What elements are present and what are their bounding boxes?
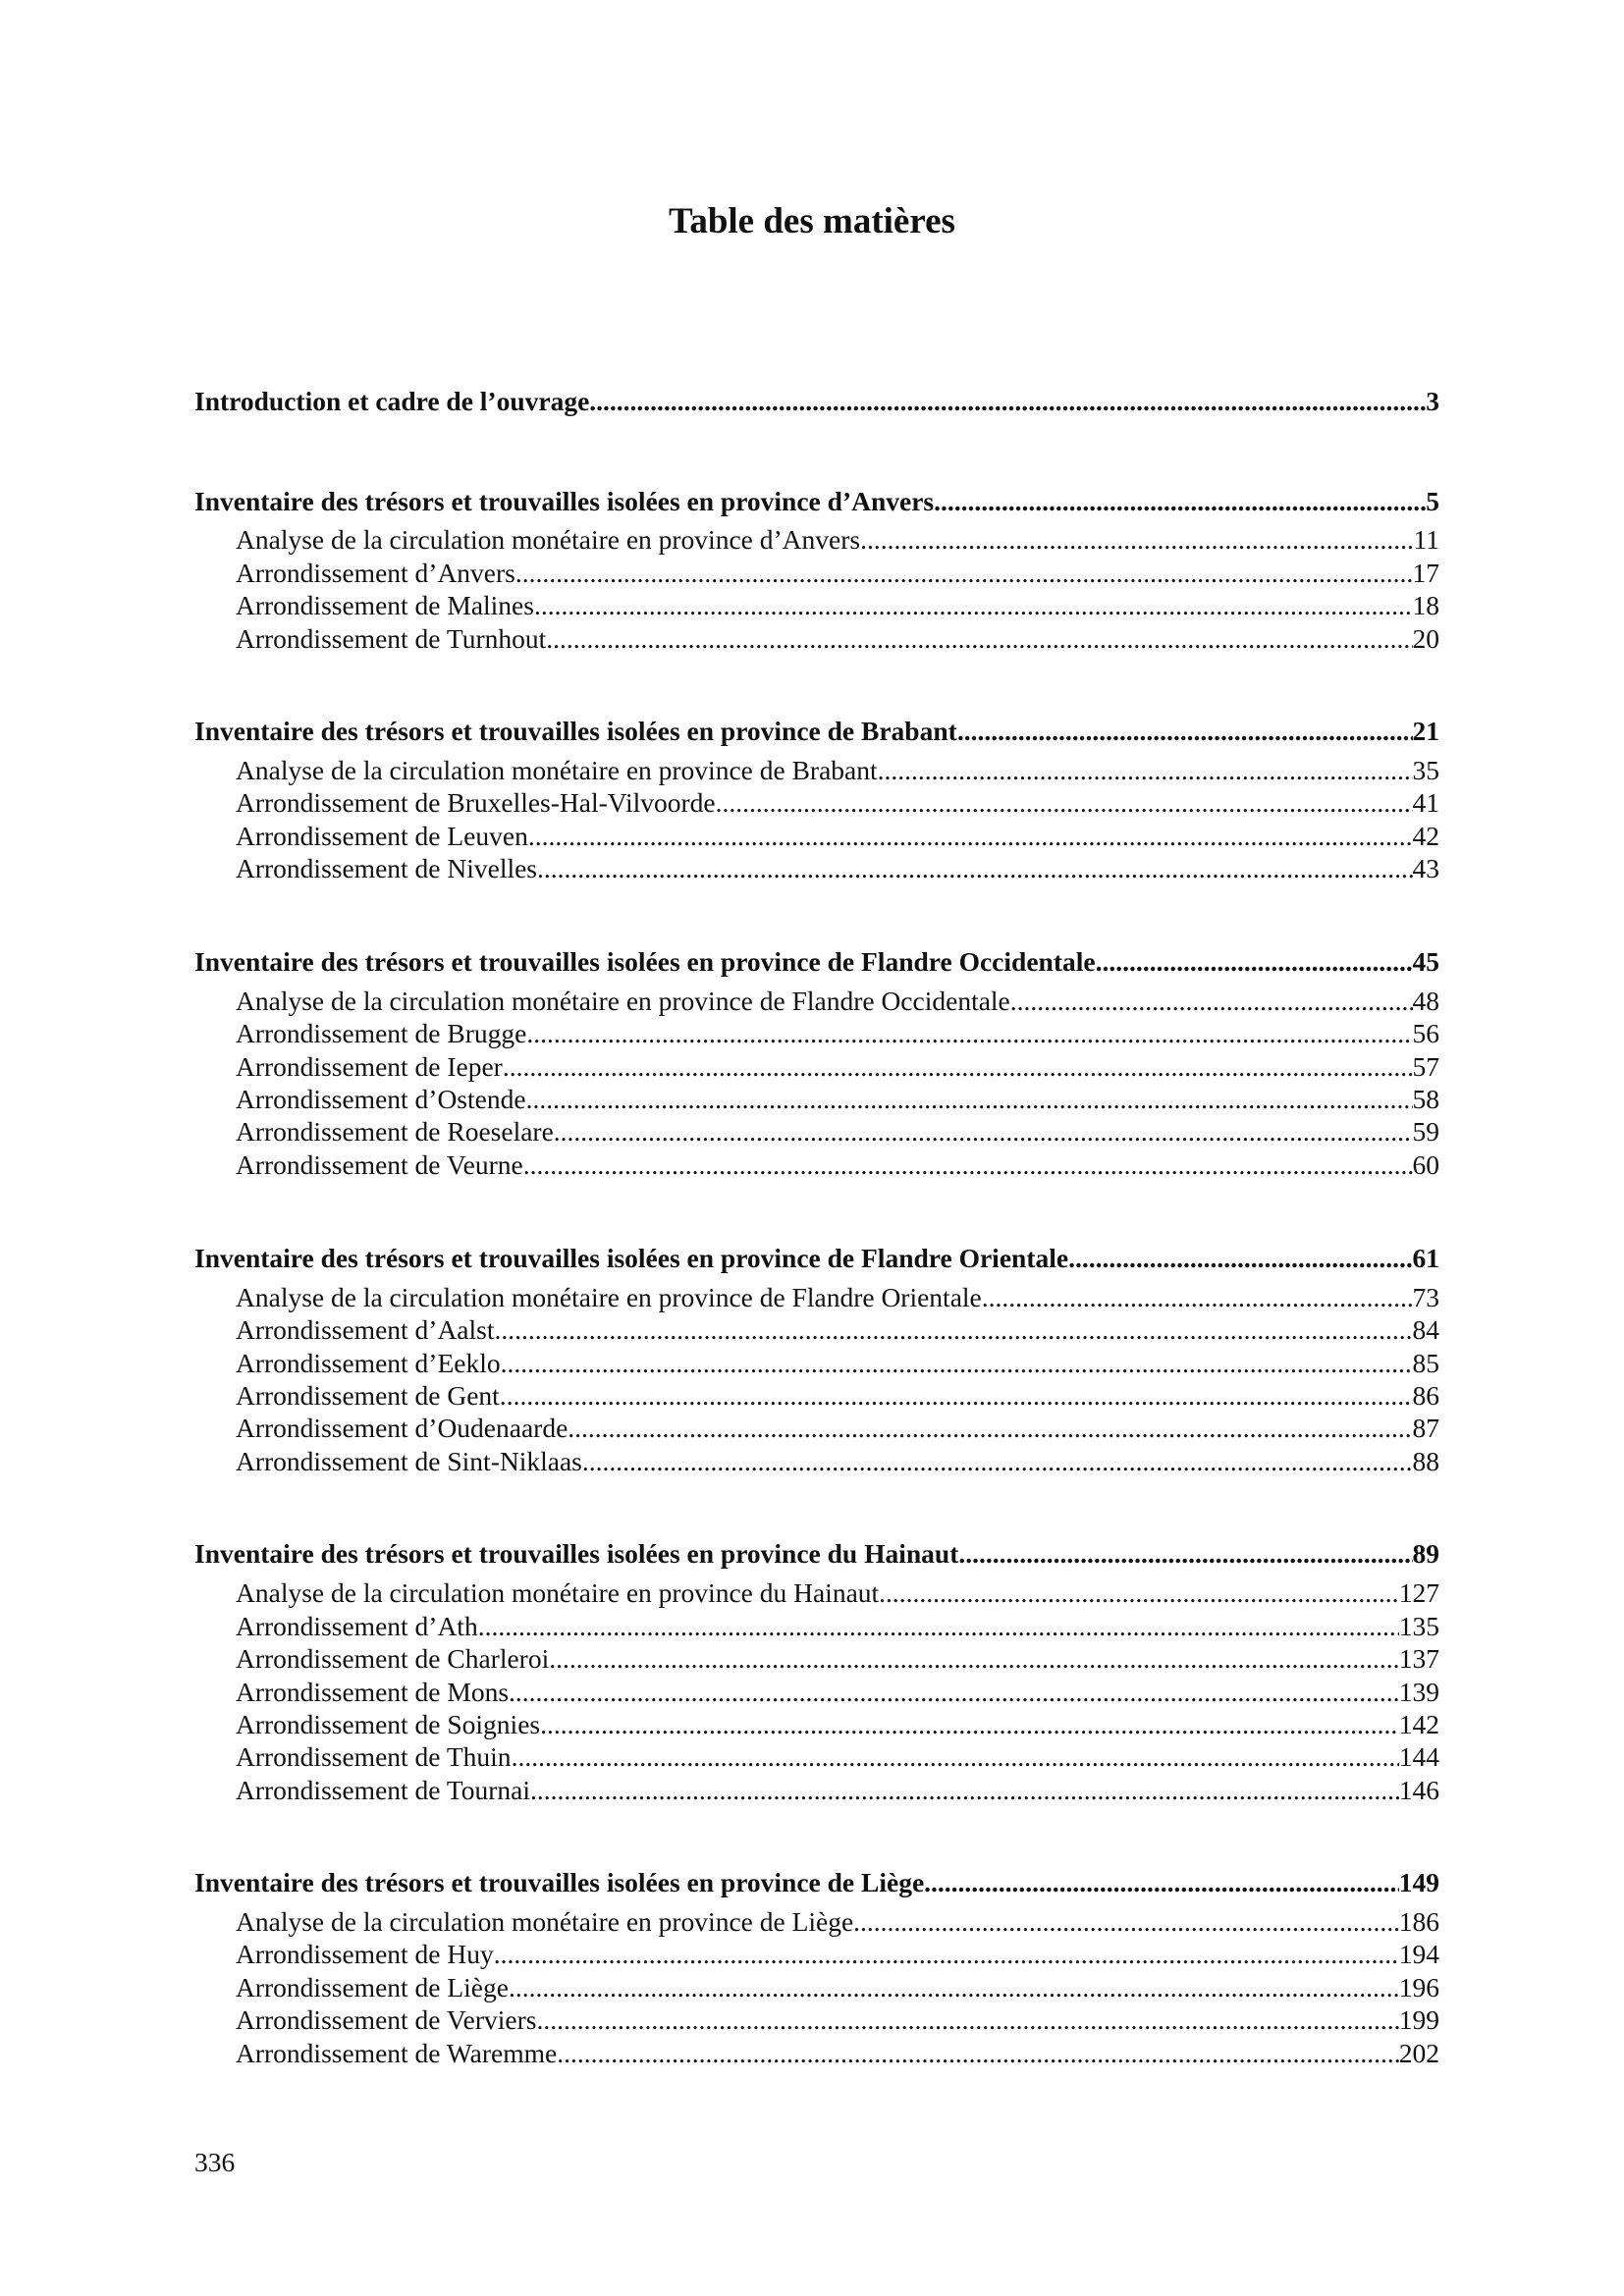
toc-entry-page: 5: [1426, 486, 1439, 516]
toc-item[interactable]: [236, 1083, 1439, 1116]
toc-item[interactable]: [236, 1313, 1439, 1347]
toc-entry-page: 137: [1398, 1643, 1439, 1674]
dot-leader: [537, 2003, 1399, 2037]
dot-leader: [860, 523, 1413, 557]
toc-entry-label: Arrondissement de Mons: [236, 1677, 510, 1707]
toc-entry-label: Arrondissement de Malines: [236, 590, 534, 620]
toc-item[interactable]: [236, 1576, 1439, 1610]
toc-item[interactable]: [236, 985, 1439, 1018]
toc-item[interactable]: [236, 1379, 1439, 1413]
toc-entry-page: 199: [1398, 2004, 1439, 2035]
dot-leader: [523, 1148, 1413, 1182]
dot-leader: [494, 1938, 1399, 1971]
toc-entry-page: 84: [1412, 1314, 1439, 1345]
dot-leader: [495, 1313, 1413, 1347]
toc-entry-page: 85: [1412, 1348, 1439, 1378]
toc-entry-page: 42: [1412, 821, 1439, 851]
dot-leader: [530, 1774, 1399, 1807]
toc-entry-label: Inventaire des trésors et trouvailles isolées en province du Hainaut: [194, 1538, 959, 1569]
dot-leader: [957, 715, 1413, 748]
toc-item[interactable]: [236, 1642, 1439, 1676]
toc-entry-page: 59: [1412, 1116, 1439, 1147]
toc-entry-label: Introduction et cadre de l’ouvrage: [194, 386, 590, 416]
toc-entry-label: Inventaire des trésors et trouvailles isolées en province de Brabant: [194, 716, 957, 746]
toc-entry-page: 89: [1412, 1538, 1439, 1569]
toc-item[interactable]: [236, 852, 1439, 885]
dot-leader: [934, 485, 1426, 518]
dot-leader: [515, 557, 1413, 590]
toc-item[interactable]: [236, 2037, 1439, 2070]
toc-item[interactable]: [236, 1708, 1439, 1741]
toc-entry-label: Arrondissement de Brugge: [236, 1018, 527, 1048]
dot-leader: [982, 1281, 1413, 1314]
toc-entry-page: 186: [1398, 1906, 1439, 1937]
dot-leader: [1096, 945, 1413, 979]
toc-entry-label: Analyse de la circulation monétaire en province du Hainaut: [236, 1577, 880, 1608]
toc-entry-page: 18: [1412, 590, 1439, 620]
toc-section-anvers[interactable]: [194, 485, 1439, 518]
toc-entry-label: Analyse de la circulation monétaire en province de Brabant: [236, 755, 878, 785]
toc-entry-label: Analyse de la circulation monétaire en province de Flandre Occidentale: [236, 986, 1010, 1016]
toc-entry-label: Arrondissement de Leuven: [236, 821, 528, 851]
toc-section-flandre-orientale[interactable]: [194, 1242, 1439, 1275]
toc-entry-page: 58: [1412, 1084, 1439, 1114]
toc-entry-label: Arrondissement de Huy: [236, 1939, 494, 1969]
toc-entry-page: 48: [1412, 986, 1439, 1016]
toc-entry-page: 87: [1412, 1413, 1439, 1443]
toc-entry-page: 86: [1412, 1380, 1439, 1411]
toc-section-introduction[interactable]: [194, 385, 1439, 418]
page-title: Table des matières: [669, 201, 955, 241]
toc-item[interactable]: [236, 1905, 1439, 1939]
toc-entry-page: 196: [1398, 1972, 1439, 2002]
toc-item[interactable]: [236, 1938, 1439, 1971]
toc-item[interactable]: [236, 820, 1439, 853]
toc-entry-page: 194: [1398, 1939, 1439, 1969]
toc-entry-label: Arrondissement de Nivelles: [236, 853, 538, 883]
toc-section-flandre-occidentale[interactable]: [194, 945, 1439, 979]
toc-item[interactable]: [236, 1774, 1439, 1807]
toc-entry-page: 11: [1413, 524, 1439, 555]
dot-leader: [500, 1379, 1413, 1413]
toc-item[interactable]: [236, 557, 1439, 590]
toc-entry-page: 127: [1398, 1577, 1439, 1608]
toc-entry-page: 17: [1412, 558, 1439, 588]
dot-leader: [958, 1537, 1412, 1571]
dot-leader: [554, 1115, 1413, 1148]
toc-entry-label: Arrondissement de Ieper: [236, 1051, 503, 1082]
toc-entry-label: Inventaire des trésors et trouvailles isolées en province de Liège: [194, 1867, 925, 1897]
toc-item[interactable]: [236, 2003, 1439, 2037]
toc-entry-label: Arrondissement de Liège: [236, 1972, 509, 2002]
page-number: 336: [194, 2147, 236, 2177]
dot-leader: [1068, 1242, 1412, 1275]
toc-item[interactable]: [236, 1740, 1439, 1774]
dot-leader: [557, 2037, 1399, 2070]
toc-section-brabant[interactable]: [194, 715, 1439, 748]
dot-leader: [853, 1905, 1399, 1939]
dot-leader: [503, 1050, 1413, 1084]
toc-entry-page: 146: [1398, 1775, 1439, 1805]
toc-entry-label: Arrondissement de Gent: [236, 1380, 500, 1411]
toc-item[interactable]: [236, 1050, 1439, 1084]
toc-entry-label: Arrondissement de Thuin: [236, 1741, 512, 1772]
toc-entry-label: Inventaire des trésors et trouvailles isolées en province d’Anvers: [194, 486, 935, 516]
toc-item[interactable]: [236, 1412, 1439, 1445]
toc-entry-label: Arrondissement de Sint-Niklaas: [236, 1446, 582, 1476]
dot-leader: [568, 1412, 1412, 1445]
toc-item[interactable]: [236, 1281, 1439, 1314]
toc-entry-label: Arrondissement de Waremme: [236, 2038, 558, 2068]
toc-entry-label: Arrondissement de Tournai: [236, 1775, 531, 1805]
toc-entry-label: Arrondissement de Veurne: [236, 1149, 523, 1180]
dot-leader: [546, 622, 1412, 656]
toc-entry-page: 139: [1398, 1677, 1439, 1707]
dot-leader: [878, 754, 1413, 787]
toc-entry-page: 60: [1412, 1149, 1439, 1180]
toc-entry-page: 35: [1412, 755, 1439, 785]
toc-entry-label: Arrondissement de Turnhout: [236, 623, 547, 654]
toc-item[interactable]: [236, 754, 1439, 787]
toc-item[interactable]: [236, 622, 1439, 656]
toc-entry-page: 135: [1398, 1611, 1439, 1641]
dot-leader: [528, 820, 1413, 853]
dot-leader: [501, 1347, 1413, 1380]
dot-leader: [512, 1740, 1399, 1774]
dot-leader: [526, 1017, 1412, 1050]
toc-item[interactable]: [236, 1610, 1439, 1643]
toc-item[interactable]: [236, 1347, 1439, 1380]
toc-entry-label: Arrondissement de Charleroi: [236, 1643, 550, 1674]
toc-entry-page: 3: [1426, 386, 1439, 416]
toc-entry-page: 144: [1398, 1741, 1439, 1772]
toc-section-liege[interactable]: [194, 1866, 1439, 1899]
toc-item[interactable]: [236, 1445, 1439, 1478]
dot-leader: [509, 1971, 1399, 2004]
dot-leader: [589, 385, 1426, 418]
dot-leader: [509, 1676, 1399, 1709]
dot-leader: [879, 1576, 1399, 1610]
dot-leader: [478, 1610, 1399, 1643]
toc-entry-label: Arrondissement d’Eeklo: [236, 1348, 501, 1378]
toc-entry-page: 56: [1412, 1018, 1439, 1048]
toc-item[interactable]: [236, 1148, 1439, 1182]
toc-entry-page: 21: [1412, 716, 1439, 746]
toc-item[interactable]: [236, 523, 1439, 557]
toc-entry-page: 41: [1412, 787, 1439, 818]
dot-leader: [540, 1708, 1399, 1741]
toc-entry-label: Arrondissement d’Ath: [236, 1611, 478, 1641]
dot-leader: [924, 1866, 1399, 1899]
dot-leader: [716, 786, 1413, 820]
dot-leader: [1010, 985, 1413, 1018]
toc-entry-label: Analyse de la circulation monétaire en province d’Anvers: [236, 524, 861, 555]
toc-entry-page: 149: [1398, 1867, 1439, 1897]
toc-entry-label: Arrondissement d’Anvers: [236, 558, 515, 588]
toc-entry-label: Arrondissement de Verviers: [236, 2004, 537, 2035]
toc-entry-label: Arrondissement d’Ostende: [236, 1084, 526, 1114]
toc-entry-page: 20: [1412, 623, 1439, 654]
toc-entry-page: 57: [1412, 1051, 1439, 1082]
toc-entry-page: 88: [1412, 1446, 1439, 1476]
toc-item[interactable]: [236, 786, 1439, 820]
toc-item[interactable]: [236, 1115, 1439, 1148]
toc-entry-page: 202: [1398, 2038, 1439, 2068]
toc-item[interactable]: [236, 1017, 1439, 1050]
dot-leader: [534, 589, 1413, 622]
toc-entry-label: Arrondissement de Soignies: [236, 1709, 541, 1739]
toc-entry-label: Arrondissement de Bruxelles-Hal-Vilvoorde: [236, 787, 716, 818]
toc-entry-label: Analyse de la circulation monétaire en province de Liège: [236, 1906, 854, 1937]
toc-entry-label: Arrondissement d’Aalst: [236, 1314, 495, 1345]
toc-entry-label: Arrondissement de Roeselare: [236, 1116, 554, 1147]
toc-entry-page: 73: [1412, 1282, 1439, 1312]
toc-entry-page: 45: [1412, 946, 1439, 977]
toc-entry-page: 43: [1412, 853, 1439, 883]
toc-item[interactable]: [236, 1971, 1439, 2004]
dot-leader: [537, 852, 1412, 885]
dot-leader: [549, 1642, 1399, 1676]
toc-section-hainaut[interactable]: [194, 1537, 1439, 1571]
toc-entry-page: 61: [1412, 1243, 1439, 1273]
toc-entry-label: Analyse de la circulation monétaire en province de Flandre Orientale: [236, 1282, 982, 1312]
toc-item[interactable]: [236, 589, 1439, 622]
table-of-contents: [194, 0, 1439, 2296]
toc-item[interactable]: [236, 1676, 1439, 1709]
dot-leader: [582, 1445, 1413, 1478]
dot-leader: [526, 1083, 1413, 1116]
toc-entry-label: Arrondissement d’Oudenaarde: [236, 1413, 568, 1443]
toc-entry-label: Inventaire des trésors et trouvailles isolées en province de Flandre Orientale: [194, 1243, 1069, 1273]
toc-entry-page: 142: [1398, 1709, 1439, 1739]
toc-entry-label: Inventaire des trésors et trouvailles isolées en province de Flandre Occidentale: [194, 946, 1096, 977]
